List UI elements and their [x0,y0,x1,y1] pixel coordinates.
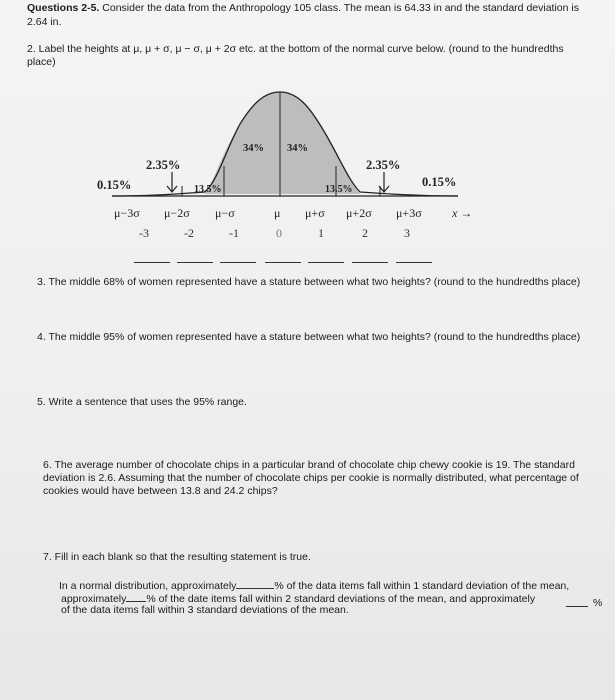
axis-mu-plus-2sigma: μ+2σ [346,206,372,220]
intro-text-cont: 2.64 in. [27,16,62,28]
answer-blank-mu[interactable] [265,262,301,263]
pct-13-5-right: 13.5% [325,184,353,195]
answer-blank-mu-plus-2sigma[interactable] [352,262,388,263]
q7-line-3: of the data items fall within 3 standard deviations of the mean. [61,604,349,616]
z-minus-2: -2 [184,226,194,240]
q6-line-3: cookies would have between 13.8 and 24.2 chips? [43,485,278,497]
answer-blank-mu-minus-sigma[interactable] [220,262,256,263]
z-0: 0 [276,226,282,240]
q4-prompt: 4. The middle 95% of women represented have a stature between what two heights? (round to the hundredths place) [37,331,581,343]
axis-mu-minus-3sigma: μ−3σ [114,206,140,220]
z-plus-3: 3 [404,226,410,240]
q2-prompt-cont: place) [27,56,56,68]
q5-prompt: 5. Write a sentence that uses the 95% range. [37,396,247,408]
axis-mu-minus-2sigma: μ−2σ [164,206,190,220]
q6-line-2: deviation is 2.6. Assuming that the number of chocolate chips per cookie is normally distributed, what percentage of [43,472,579,484]
pct-0-15-right: 0.15% [422,175,457,189]
q2-prompt: 2. Label the heights at μ, μ + σ, μ − σ, μ + 2σ etc. at the bottom of the normal curve below. (round to the hundredths [27,43,564,55]
answer-blank-mu-plus-3sigma[interactable] [396,262,432,263]
intro-text: Consider the data from the Anthropology 105 class. The mean is 64.33 in and the standard deviation is [102,2,579,14]
axis-x-arrow: x → [452,206,473,220]
q7-line-1-b: % of the data items fall within 1 standard deviation of the mean, [274,580,570,592]
arrow-2-35-left [167,172,177,192]
pct-center-left: 34% [243,143,264,154]
axis-mu-plus-3sigma: μ+3σ [396,206,422,220]
q7-blank-1sd[interactable] [236,578,274,589]
q7-percent-sign: % [593,597,603,609]
pct-center-right: 34% [287,143,308,154]
axis-mu-plus-sigma: μ+σ [305,206,325,220]
answer-blank-mu-plus-sigma[interactable] [308,262,344,263]
normal-curve-diagram [0,80,615,280]
pct-0-15-left: 0.15% [97,178,132,192]
q7-blank-2sd[interactable] [126,591,146,602]
z-plus-1: 1 [318,226,324,240]
q3-prompt: 3. The middle 68% of women represented have a stature between what two heights? (round to the hundredths place) [37,276,581,288]
pct-2-35-left: 2.35% [146,158,181,172]
intro-line [27,2,579,15]
q6-line-1: 6. The average number of chocolate chips in a particular brand of chocolate chip chewy cookie is 19. The standard [43,459,575,471]
z-minus-3: -3 [139,226,149,240]
central-region [205,92,360,194]
axis-mu-minus-sigma: μ−σ [215,206,235,220]
pct-13-5-left: 13.5% [194,184,222,195]
pct-2-35-right: 2.35% [366,158,401,172]
answer-blank-mu-minus-3sigma[interactable] [134,262,170,263]
q7-prompt: 7. Fill in each blank so that the resulting statement is true. [43,551,311,563]
axis-mu: μ [274,206,281,220]
q7-blank-3sd[interactable] [566,606,588,607]
q7-line-2-b: % of the date items fall within 2 standard deviations of the mean, and approximately [146,593,536,605]
z-minus-1: -1 [229,226,239,240]
q7-line-2-a: approximately [61,593,127,605]
z-plus-2: 2 [362,226,368,240]
q7-line-1-a: In a normal distribution, approximately [59,580,237,592]
questions-label: Questions 2-5. [27,2,100,14]
answer-blank-mu-minus-2sigma[interactable] [177,262,213,263]
